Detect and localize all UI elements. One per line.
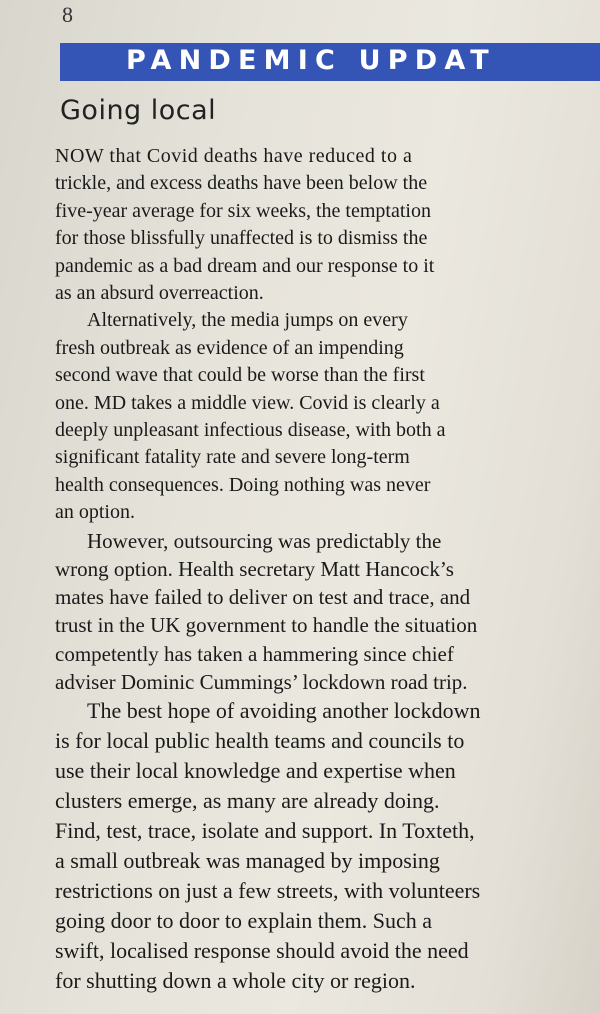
text-line: NOW that Covid deaths have reduced to a	[55, 145, 413, 167]
text-line: a small outbreak was managed by imposing	[55, 847, 440, 873]
text-line: adviser Dominic Cummings’ lockdown road trip.	[55, 669, 468, 694]
text-line: trust in the UK government to handle the situation	[55, 613, 478, 638]
text-line: deeply unpleasant infectious disease, with both a	[55, 419, 446, 442]
article-body	[55, 143, 593, 996]
text-line: Find, test, trace, isolate and support. In Toxteth,	[55, 817, 475, 843]
text-line: significant fatality rate and severe long-term	[55, 446, 410, 469]
text-line: wrong option. Health secretary Matt Hancock’s	[55, 556, 454, 581]
text-line: competently has taken a hammering since chief	[55, 641, 454, 666]
text-line: for shutting down a whole city or region.	[55, 967, 416, 993]
text-line: Alternatively, the media jumps on every	[87, 309, 408, 332]
text-line: trickle, and excess deaths have been below the	[55, 172, 428, 195]
paragraph-3	[55, 527, 593, 696]
text-line: going door to door to explain them. Such a	[55, 907, 432, 933]
text-line: for those blissfully unaffected is to dismiss the	[55, 227, 428, 250]
paragraph-4	[55, 696, 593, 996]
text-line: use their local knowledge and expertise when	[55, 757, 456, 783]
text-line: five-year average for six weeks, the temptation	[55, 199, 431, 222]
section-banner-title: PANDEMIC UPDAT	[126, 45, 496, 76]
text-line: restrictions on just a few streets, with volunteers	[55, 877, 481, 903]
text-line: is for local public health teams and councils to	[55, 727, 465, 753]
text-line: pandemic as a bad dream and our response to it	[55, 254, 435, 277]
text-line: as an absurd overreaction.	[55, 282, 264, 305]
text-line: an option.	[55, 501, 135, 524]
text-line: The best hope of avoiding another lockdown	[87, 697, 481, 723]
text-line: fresh outbreak as evidence of an impending	[55, 336, 404, 359]
text-line: health consequences. Doing nothing was never	[55, 473, 431, 496]
text-line: However, outsourcing was predictably the	[87, 528, 442, 553]
text-line: swift, localised response should avoid the need	[55, 937, 469, 963]
text-line: one. MD takes a middle view. Covid is clearly a	[55, 391, 440, 414]
article-headline: Going local	[60, 95, 217, 126]
text-line: clusters emerge, as many are already doing.	[55, 787, 440, 813]
paragraph-2	[55, 307, 593, 526]
text-line: second wave that could be worse than the first	[55, 364, 425, 387]
page-number: 8	[62, 2, 73, 27]
section-banner	[60, 43, 600, 81]
text-line: mates have failed to deliver on test and trace, and	[55, 585, 471, 610]
paragraph-1	[55, 143, 593, 307]
